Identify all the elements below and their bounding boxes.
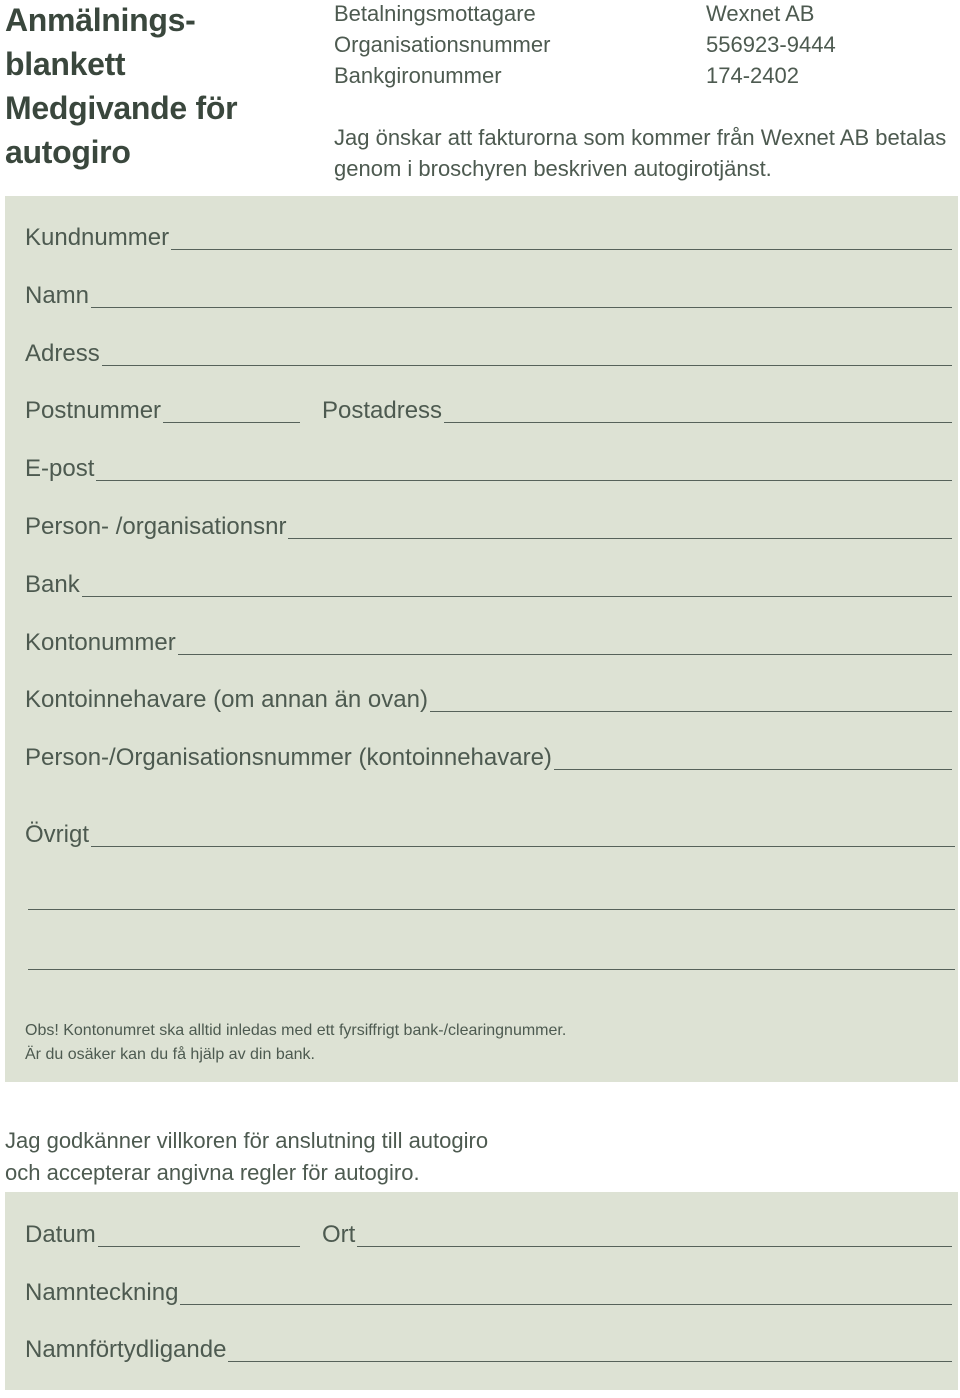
field-line bbox=[357, 1246, 952, 1247]
field-label: Kundnummer bbox=[25, 224, 170, 251]
payee-details bbox=[334, 0, 836, 91]
field-label: E-post bbox=[25, 455, 95, 483]
note-line: Obs! Kontonumret ska alltid inledas med ett fyrsiffrigt bank-/clearingnummer. bbox=[25, 1021, 567, 1039]
field-group-place bbox=[322, 1192, 952, 1249]
field-row-postal bbox=[5, 368, 958, 426]
field-line bbox=[288, 538, 952, 539]
field-line bbox=[444, 422, 952, 423]
consent-line: och accepterar angivna regler för autogiro. bbox=[5, 1160, 420, 1185]
title-line: blankett bbox=[5, 46, 126, 82]
field-line bbox=[180, 1304, 952, 1305]
field-line bbox=[430, 711, 952, 712]
field-row-name bbox=[5, 252, 958, 310]
payee-row-recipient bbox=[334, 0, 836, 29]
field-label: Namnförtydligande bbox=[25, 1336, 227, 1363]
field-line bbox=[96, 480, 952, 481]
intro-line: genom i broschyren beskriven autogirotjänst. bbox=[334, 156, 772, 181]
field-label: Kontonummer bbox=[25, 628, 176, 656]
field-label: Namnteckning bbox=[25, 1279, 179, 1306]
form-title bbox=[5, 0, 237, 174]
account-number-note bbox=[5, 1019, 958, 1067]
field-row-email bbox=[5, 425, 958, 483]
field-label: Postadress bbox=[322, 397, 443, 425]
title-line: Anmälnings- bbox=[5, 2, 196, 38]
payee-row-bankgiro bbox=[334, 60, 836, 91]
title-line: Medgivande för bbox=[5, 90, 238, 126]
field-row-account-holder-id bbox=[5, 714, 958, 772]
field-row-date-place bbox=[5, 1192, 958, 1249]
field-line bbox=[82, 596, 952, 597]
field-label: Bank bbox=[25, 570, 80, 598]
field-row-signature bbox=[5, 1249, 958, 1307]
field-line bbox=[178, 654, 952, 655]
intro-line: Jag önskar att fakturorna som kommer från Wexnet AB betalas bbox=[334, 125, 947, 150]
field-group-postal-address bbox=[322, 368, 952, 426]
field-label: Postnummer bbox=[25, 397, 162, 425]
field-label: Kontoinnehavare (om annan än ovan) bbox=[25, 686, 428, 714]
field-label: Adress bbox=[25, 339, 100, 367]
field-group-date bbox=[25, 1192, 322, 1249]
payee-value: 174-2402 bbox=[706, 63, 799, 88]
field-row-account-number bbox=[5, 599, 958, 657]
field-line bbox=[28, 969, 955, 970]
payee-value: Wexnet AB bbox=[706, 1, 815, 26]
title-line: autogiro bbox=[5, 134, 131, 170]
payee-label: Organisationsnummer bbox=[334, 32, 551, 57]
field-row-id-number bbox=[5, 483, 958, 541]
field-line bbox=[228, 1361, 952, 1362]
field-group-postal-code bbox=[25, 368, 322, 426]
field-row-other-continued bbox=[5, 849, 958, 912]
field-line bbox=[98, 1246, 300, 1247]
field-line bbox=[171, 249, 952, 250]
consent-line: Jag godkänner villkoren för anslutning till autogiro bbox=[5, 1128, 489, 1153]
note-line: Är du osäker kan du få hjälp av din bank. bbox=[25, 1045, 315, 1063]
field-row-address bbox=[5, 310, 958, 368]
field-label: Övrigt bbox=[25, 820, 90, 848]
payee-label: Bankgironummer bbox=[334, 63, 502, 88]
payee-value: 556923-9444 bbox=[706, 32, 836, 57]
field-line bbox=[554, 769, 952, 770]
payee-row-org-number bbox=[334, 29, 836, 60]
field-line bbox=[91, 307, 952, 308]
field-label: Datum bbox=[25, 1221, 96, 1248]
signature-panel bbox=[5, 1192, 958, 1390]
field-label: Person-/Organisationsnummer (kontoinnehavare) bbox=[25, 744, 552, 772]
customer-form-panel bbox=[5, 196, 958, 1082]
field-line bbox=[91, 846, 955, 847]
field-row-other bbox=[5, 772, 958, 849]
field-line bbox=[102, 365, 952, 366]
field-row-other-continued bbox=[5, 912, 958, 972]
field-row-bank bbox=[5, 541, 958, 599]
consent-text bbox=[5, 1125, 488, 1189]
field-line bbox=[28, 909, 955, 910]
field-row-account-holder bbox=[5, 657, 958, 715]
field-label: Namn bbox=[25, 281, 90, 309]
field-row-customer-number bbox=[5, 196, 958, 252]
field-label: Person- /organisationsnr bbox=[25, 512, 287, 540]
field-label: Ort bbox=[322, 1221, 356, 1248]
payee-label: Betalningsmottagare bbox=[334, 1, 536, 26]
intro-text bbox=[334, 122, 946, 184]
field-line bbox=[163, 422, 300, 423]
field-row-name-clarification bbox=[5, 1307, 958, 1364]
